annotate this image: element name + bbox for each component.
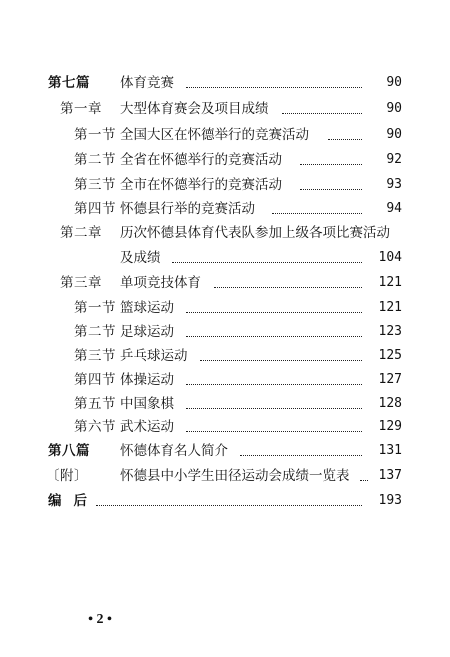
toc-title: 全省在怀德举行的竞赛活动 — [120, 152, 282, 168]
toc-title: 足球运动 — [120, 324, 174, 340]
toc-title: 乒乓球运动 — [120, 348, 188, 364]
toc-page-number: 90 — [386, 101, 402, 116]
toc-title: 单项竞技体育 — [120, 275, 201, 291]
toc-page-number: 127 — [378, 372, 402, 387]
toc-label: 第三节 — [74, 348, 116, 364]
dot-leader — [172, 262, 362, 263]
toc-title: 体育竞赛 — [120, 75, 174, 91]
dot-leader — [300, 164, 362, 165]
toc-page-number: 131 — [378, 443, 402, 458]
toc-title: 怀德县行举的竞赛活动 — [120, 201, 255, 217]
toc-title: 历次怀德县体育代表队参加上级各项比赛活动 — [120, 225, 390, 241]
toc-label: 第七篇 — [48, 75, 90, 91]
dot-leader — [272, 213, 362, 214]
dot-leader — [328, 139, 362, 140]
toc-page-number: 193 — [378, 493, 402, 508]
toc-label: 第四节 — [74, 201, 116, 217]
toc-title: 怀德县中小学生田径运动会成绩一览表 — [120, 468, 350, 484]
toc-title: 全市在怀德举行的竞赛活动 — [120, 177, 282, 193]
toc-label: 第一节 — [74, 300, 116, 316]
toc-page-number: 93 — [386, 177, 402, 192]
toc-title: 中国象棋 — [120, 396, 174, 412]
toc-title: 体操运动 — [120, 372, 174, 388]
toc-label: 〔附〕 — [46, 468, 88, 484]
toc-page-number: 94 — [386, 201, 402, 216]
toc-label: 第四节 — [74, 372, 116, 388]
toc-page-number: 104 — [378, 250, 402, 265]
dot-leader — [360, 480, 368, 481]
toc-page-number: 121 — [378, 275, 402, 290]
toc-page-number: 137 — [378, 468, 402, 483]
toc-title: 武术运动 — [120, 419, 174, 435]
dot-leader — [186, 431, 362, 432]
page-footer-number: • 2 • — [88, 612, 112, 627]
dot-leader — [186, 336, 362, 337]
toc-page-number: 121 — [378, 300, 402, 315]
dot-leader — [200, 360, 362, 361]
toc-label: 第三章 — [60, 275, 102, 291]
toc-title: 怀德体育名人简介 — [120, 443, 228, 459]
toc-label: 编后 — [48, 493, 99, 509]
toc-label: 第二节 — [74, 152, 116, 168]
toc-page-number: 123 — [378, 324, 402, 339]
toc-title: 全国大区在怀德举行的竞赛活动 — [120, 127, 309, 143]
toc-title: 大型体育赛会及项目成绩 — [120, 101, 269, 117]
dot-leader — [186, 408, 362, 409]
toc-label: 第一节 — [74, 127, 116, 143]
toc-page-number: 125 — [378, 348, 402, 363]
dot-leader — [300, 189, 362, 190]
dot-leader — [96, 505, 362, 506]
toc-page-number: 90 — [386, 127, 402, 142]
toc-page-number: 128 — [378, 396, 402, 411]
toc-title: 及成绩 — [120, 250, 161, 266]
toc-label: 第五节 — [74, 396, 116, 412]
dot-leader — [186, 87, 362, 88]
toc-page-number: 129 — [378, 419, 402, 434]
toc-title: 篮球运动 — [120, 300, 174, 316]
dot-leader — [214, 287, 362, 288]
toc-page-number: 90 — [386, 75, 402, 90]
toc-label: 第二节 — [74, 324, 116, 340]
dot-leader — [240, 455, 362, 456]
dot-leader — [186, 384, 362, 385]
toc-label: 第六节 — [74, 419, 116, 435]
dot-leader — [282, 113, 362, 114]
toc-label: 第一章 — [60, 101, 102, 117]
dot-leader — [186, 312, 362, 313]
toc-page-number: 92 — [386, 152, 402, 167]
toc-label: 第八篇 — [48, 443, 90, 459]
toc-label: 第三节 — [74, 177, 116, 193]
toc-label: 第二章 — [60, 225, 102, 241]
